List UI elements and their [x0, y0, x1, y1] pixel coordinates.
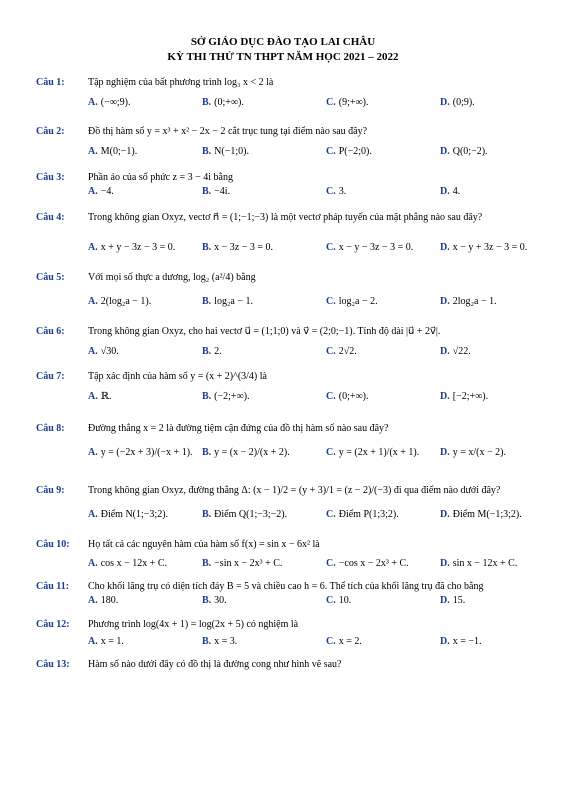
question-label: Câu 12: — [36, 619, 70, 630]
option-text: −sin x − 2x³ + C. — [214, 558, 283, 569]
option-letter: A. — [88, 146, 98, 157]
option-text: Điểm N(1;−3;2). — [100, 509, 169, 520]
answer-option — [88, 390, 112, 403]
option-letter: A. — [88, 186, 98, 197]
option-letter: C. — [326, 447, 336, 458]
option-letter: B. — [202, 636, 212, 647]
answer-option — [88, 96, 130, 109]
answer-option — [326, 96, 368, 109]
option-letter: B. — [202, 447, 212, 458]
option-letter: D. — [440, 509, 450, 520]
option-letter: D. — [440, 242, 450, 253]
answer-option — [440, 96, 475, 109]
option-letter: C. — [326, 146, 336, 157]
question-11 — [36, 580, 556, 608]
option-letter: A. — [88, 595, 98, 606]
question-text: Cho khối lăng trụ có diện tích đáy B = 5 và chiều cao h = 6. Thể tích của khối lăng trụ đã cho bằng — [88, 581, 484, 592]
question-label: Câu 4: — [36, 212, 65, 223]
option-text: x = 1. — [100, 636, 124, 647]
answer-option — [202, 446, 290, 459]
question-text: Đường thẳng x = 2 là đường tiệm cận đứng của đồ thị hàm số nào sau đây? — [88, 423, 389, 434]
question-2 — [36, 125, 556, 159]
option-letter: D. — [440, 391, 450, 402]
answer-options — [88, 635, 554, 648]
answer-option — [326, 145, 372, 158]
answer-options — [88, 557, 554, 570]
question-text: Trong không gian Oxyz, vectơ n⃗ = (1;−1;−3) là một vectơ pháp tuyến của mặt phẳng nào sau đây? — [88, 212, 483, 223]
option-letter: C. — [326, 242, 336, 253]
answer-option — [88, 345, 119, 358]
answer-option — [202, 390, 250, 403]
option-text: (0;9). — [452, 97, 475, 108]
answer-option — [440, 508, 522, 521]
question-label: Câu 6: — [36, 326, 65, 337]
answer-option — [326, 508, 399, 521]
question-1 — [36, 76, 556, 110]
answer-options — [88, 96, 554, 109]
answer-option — [326, 295, 378, 308]
option-letter: B. — [202, 186, 212, 197]
answer-options — [88, 446, 554, 459]
option-text: 2(log₂a − 1). — [100, 296, 152, 307]
question-label: Câu 11: — [36, 581, 70, 592]
option-text: y = (x − 2)/(x + 2). — [214, 447, 290, 458]
question-label: Câu 1: — [36, 77, 65, 88]
question-label: Câu 9: — [36, 485, 65, 496]
answer-option — [88, 446, 193, 459]
option-letter: B. — [202, 97, 212, 108]
answer-options — [88, 508, 554, 521]
question-9 — [36, 484, 556, 522]
question-label: Câu 8: — [36, 423, 65, 434]
option-text: [−2;+∞). — [452, 391, 489, 402]
answer-option — [88, 594, 118, 607]
answer-option — [326, 241, 413, 254]
option-text: x = 2. — [338, 636, 362, 647]
answer-option — [440, 557, 517, 570]
answer-options — [88, 345, 554, 358]
answer-option — [202, 557, 282, 570]
option-text: ℝ. — [100, 391, 112, 402]
exam-title: KỲ THI THỬ TN THPT NĂM HỌC 2021 – 2022 — [167, 51, 399, 63]
answer-option — [440, 185, 460, 198]
answer-option — [88, 185, 114, 198]
question-8 — [36, 422, 556, 460]
option-text: y = (−2x + 3)/(−x + 1). — [100, 447, 193, 458]
option-text: 2. — [214, 346, 222, 357]
answer-option — [202, 295, 253, 308]
answer-options — [88, 241, 554, 254]
question-text: Họ tất cả các nguyên hàm của hàm số f(x) = sin x − 6x² là — [88, 539, 320, 550]
answer-option — [440, 345, 471, 358]
answer-option — [440, 145, 488, 158]
answer-option — [88, 635, 124, 648]
option-letter: B. — [202, 296, 212, 307]
question-label: Câu 13: — [36, 659, 70, 670]
option-letter: C. — [326, 346, 336, 357]
option-text: 3. — [338, 186, 347, 197]
option-text: cos x − 12x + C. — [100, 558, 168, 569]
question-text: Tập xác định của hàm số y = (x + 2)^(3/4) là — [88, 371, 267, 382]
answer-option — [88, 557, 167, 570]
question-label: Câu 5: — [36, 272, 65, 283]
question-13 — [36, 658, 556, 672]
option-text: −cos x − 2x³ + C. — [338, 558, 409, 569]
option-text: N(−1;0). — [214, 146, 249, 157]
question-text: Trong không gian Oxyz, đường thẳng Δ: (x − 1)/2 = (y + 3)/1 = (z − 2)/(−3) đi qua điểm nào dưới đây? — [88, 485, 501, 496]
answer-option — [326, 557, 409, 570]
answer-option — [202, 594, 227, 607]
option-letter: D. — [440, 636, 450, 647]
question-text: Tập nghiệm của bất phương trình log₃ x < 2 là — [88, 77, 274, 88]
answer-option — [440, 446, 506, 459]
question-10 — [36, 538, 556, 571]
option-text: P(−2;0). — [338, 146, 372, 157]
option-text: Điểm Q(1;−3;−2). — [214, 509, 288, 520]
option-letter: D. — [440, 296, 450, 307]
option-text: (−∞;9). — [100, 97, 131, 108]
answer-option — [440, 594, 465, 607]
option-letter: B. — [202, 509, 212, 520]
option-text: Điểm M(−1;3;2). — [452, 509, 522, 520]
question-4 — [36, 211, 556, 255]
option-letter: B. — [202, 595, 212, 606]
answer-options — [88, 295, 554, 308]
option-letter: A. — [88, 509, 98, 520]
option-text: √22. — [452, 346, 471, 357]
option-letter: D. — [440, 186, 450, 197]
option-text: log₂a − 1. — [214, 296, 254, 307]
answer-options — [88, 390, 554, 403]
question-6 — [36, 325, 556, 359]
answer-option — [202, 96, 244, 109]
option-text: 15. — [452, 595, 466, 606]
option-letter: C. — [326, 558, 336, 569]
option-letter: C. — [326, 296, 336, 307]
answer-option — [440, 241, 527, 254]
option-text: (0;+∞). — [338, 391, 369, 402]
option-text: x = 3. — [214, 636, 238, 647]
option-text: log₂a − 2. — [338, 296, 378, 307]
answer-option — [88, 145, 137, 158]
option-letter: D. — [440, 447, 450, 458]
answer-option — [326, 635, 362, 648]
option-text: x + y − 3z − 3 = 0. — [100, 242, 176, 253]
question-text: Phương trình log(4x + 1) = log(2x + 5) có nghiệm là — [88, 619, 299, 630]
option-text: x − 3z − 3 = 0. — [214, 242, 274, 253]
option-text: 2log₂a − 1. — [452, 296, 497, 307]
answer-option — [440, 390, 488, 403]
option-text: −4i. — [214, 186, 231, 197]
option-letter: A. — [88, 296, 98, 307]
option-text: −4. — [100, 186, 114, 197]
option-letter: A. — [88, 447, 98, 458]
answer-option — [202, 145, 249, 158]
option-letter: A. — [88, 97, 98, 108]
question-text: Phần ảo của số phức z = 3 − 4i bằng — [88, 172, 233, 183]
answer-option — [326, 594, 351, 607]
option-text: (−2;+∞). — [214, 391, 250, 402]
option-letter: D. — [440, 558, 450, 569]
option-letter: A. — [88, 242, 98, 253]
option-text: Q(0;−2). — [452, 146, 488, 157]
option-letter: C. — [326, 97, 336, 108]
option-letter: B. — [202, 391, 212, 402]
option-letter: D. — [440, 595, 450, 606]
option-text: sin x − 12x + C. — [452, 558, 518, 569]
answer-option — [202, 241, 273, 254]
answer-option — [88, 295, 151, 308]
option-letter: B. — [202, 558, 212, 569]
answer-option — [326, 345, 357, 358]
option-text: (9;+∞). — [338, 97, 369, 108]
answer-option — [88, 508, 168, 521]
option-letter: B. — [202, 242, 212, 253]
option-letter: C. — [326, 636, 336, 647]
question-label: Câu 3: — [36, 172, 65, 183]
option-text: y = (2x + 1)/(x + 1). — [338, 447, 420, 458]
question-label: Câu 2: — [36, 126, 65, 137]
option-letter: C. — [326, 186, 336, 197]
question-text: Hàm số nào dưới đây có đồ thị là đường cong như hình vẽ sau? — [88, 659, 342, 670]
department-title: SỞ GIÁO DỤC ĐÀO TẠO LAI CHÂU — [190, 36, 376, 48]
option-letter: C. — [326, 391, 336, 402]
answer-options — [88, 145, 554, 158]
question-label: Câu 10: — [36, 539, 70, 550]
option-text: x − y + 3z − 3 = 0. — [452, 242, 528, 253]
answer-option — [440, 635, 482, 648]
answer-option — [202, 635, 237, 648]
answer-option — [88, 241, 175, 254]
option-letter: B. — [202, 346, 212, 357]
answer-option — [326, 390, 368, 403]
option-text: 4. — [452, 186, 461, 197]
option-text: 180. — [100, 595, 119, 606]
option-text: Điểm P(1;3;2). — [338, 509, 399, 520]
option-letter: B. — [202, 146, 212, 157]
option-letter: A. — [88, 346, 98, 357]
option-letter: D. — [440, 97, 450, 108]
option-letter: D. — [440, 346, 450, 357]
answer-option — [440, 295, 497, 308]
option-text: 30. — [214, 595, 227, 606]
answer-options — [88, 594, 554, 607]
question-text: Đồ thị hàm số y = x³ + x² − 2x − 2 cắt trục tung tại điểm nào sau đây? — [88, 126, 368, 137]
question-7 — [36, 370, 556, 404]
option-text: 2√2. — [338, 346, 357, 357]
answer-option — [202, 508, 287, 521]
option-text: y = x/(x − 2). — [452, 447, 506, 458]
question-label: Câu 7: — [36, 371, 65, 382]
option-letter: A. — [88, 636, 98, 647]
option-text: x − y − 3z − 3 = 0. — [338, 242, 414, 253]
question-text: Với mọi số thực a dương, log₂ (a²/4) bằng — [88, 272, 256, 283]
option-text: 10. — [338, 595, 352, 606]
option-text: x = −1. — [452, 636, 482, 647]
option-letter: C. — [326, 509, 336, 520]
question-5 — [36, 271, 556, 309]
option-letter: D. — [440, 146, 450, 157]
option-text: √30. — [100, 346, 119, 357]
question-3 — [36, 171, 556, 199]
answer-option — [326, 185, 346, 198]
answer-option — [326, 446, 419, 459]
option-text: M(0;−1). — [100, 146, 138, 157]
answer-option — [202, 185, 230, 198]
option-letter: A. — [88, 391, 98, 402]
question-text: Trong không gian Oxyz, cho hai vectơ u⃗ = (1;1;0) và v⃗ = (2;0;−1). Tính độ dài |u⃗ + 2v⃗|. — [88, 326, 441, 337]
question-12 — [36, 618, 556, 649]
answer-options — [88, 185, 554, 198]
option-letter: A. — [88, 558, 98, 569]
answer-option — [202, 345, 222, 358]
option-text: (0;+∞). — [214, 97, 244, 108]
option-letter: C. — [326, 595, 336, 606]
